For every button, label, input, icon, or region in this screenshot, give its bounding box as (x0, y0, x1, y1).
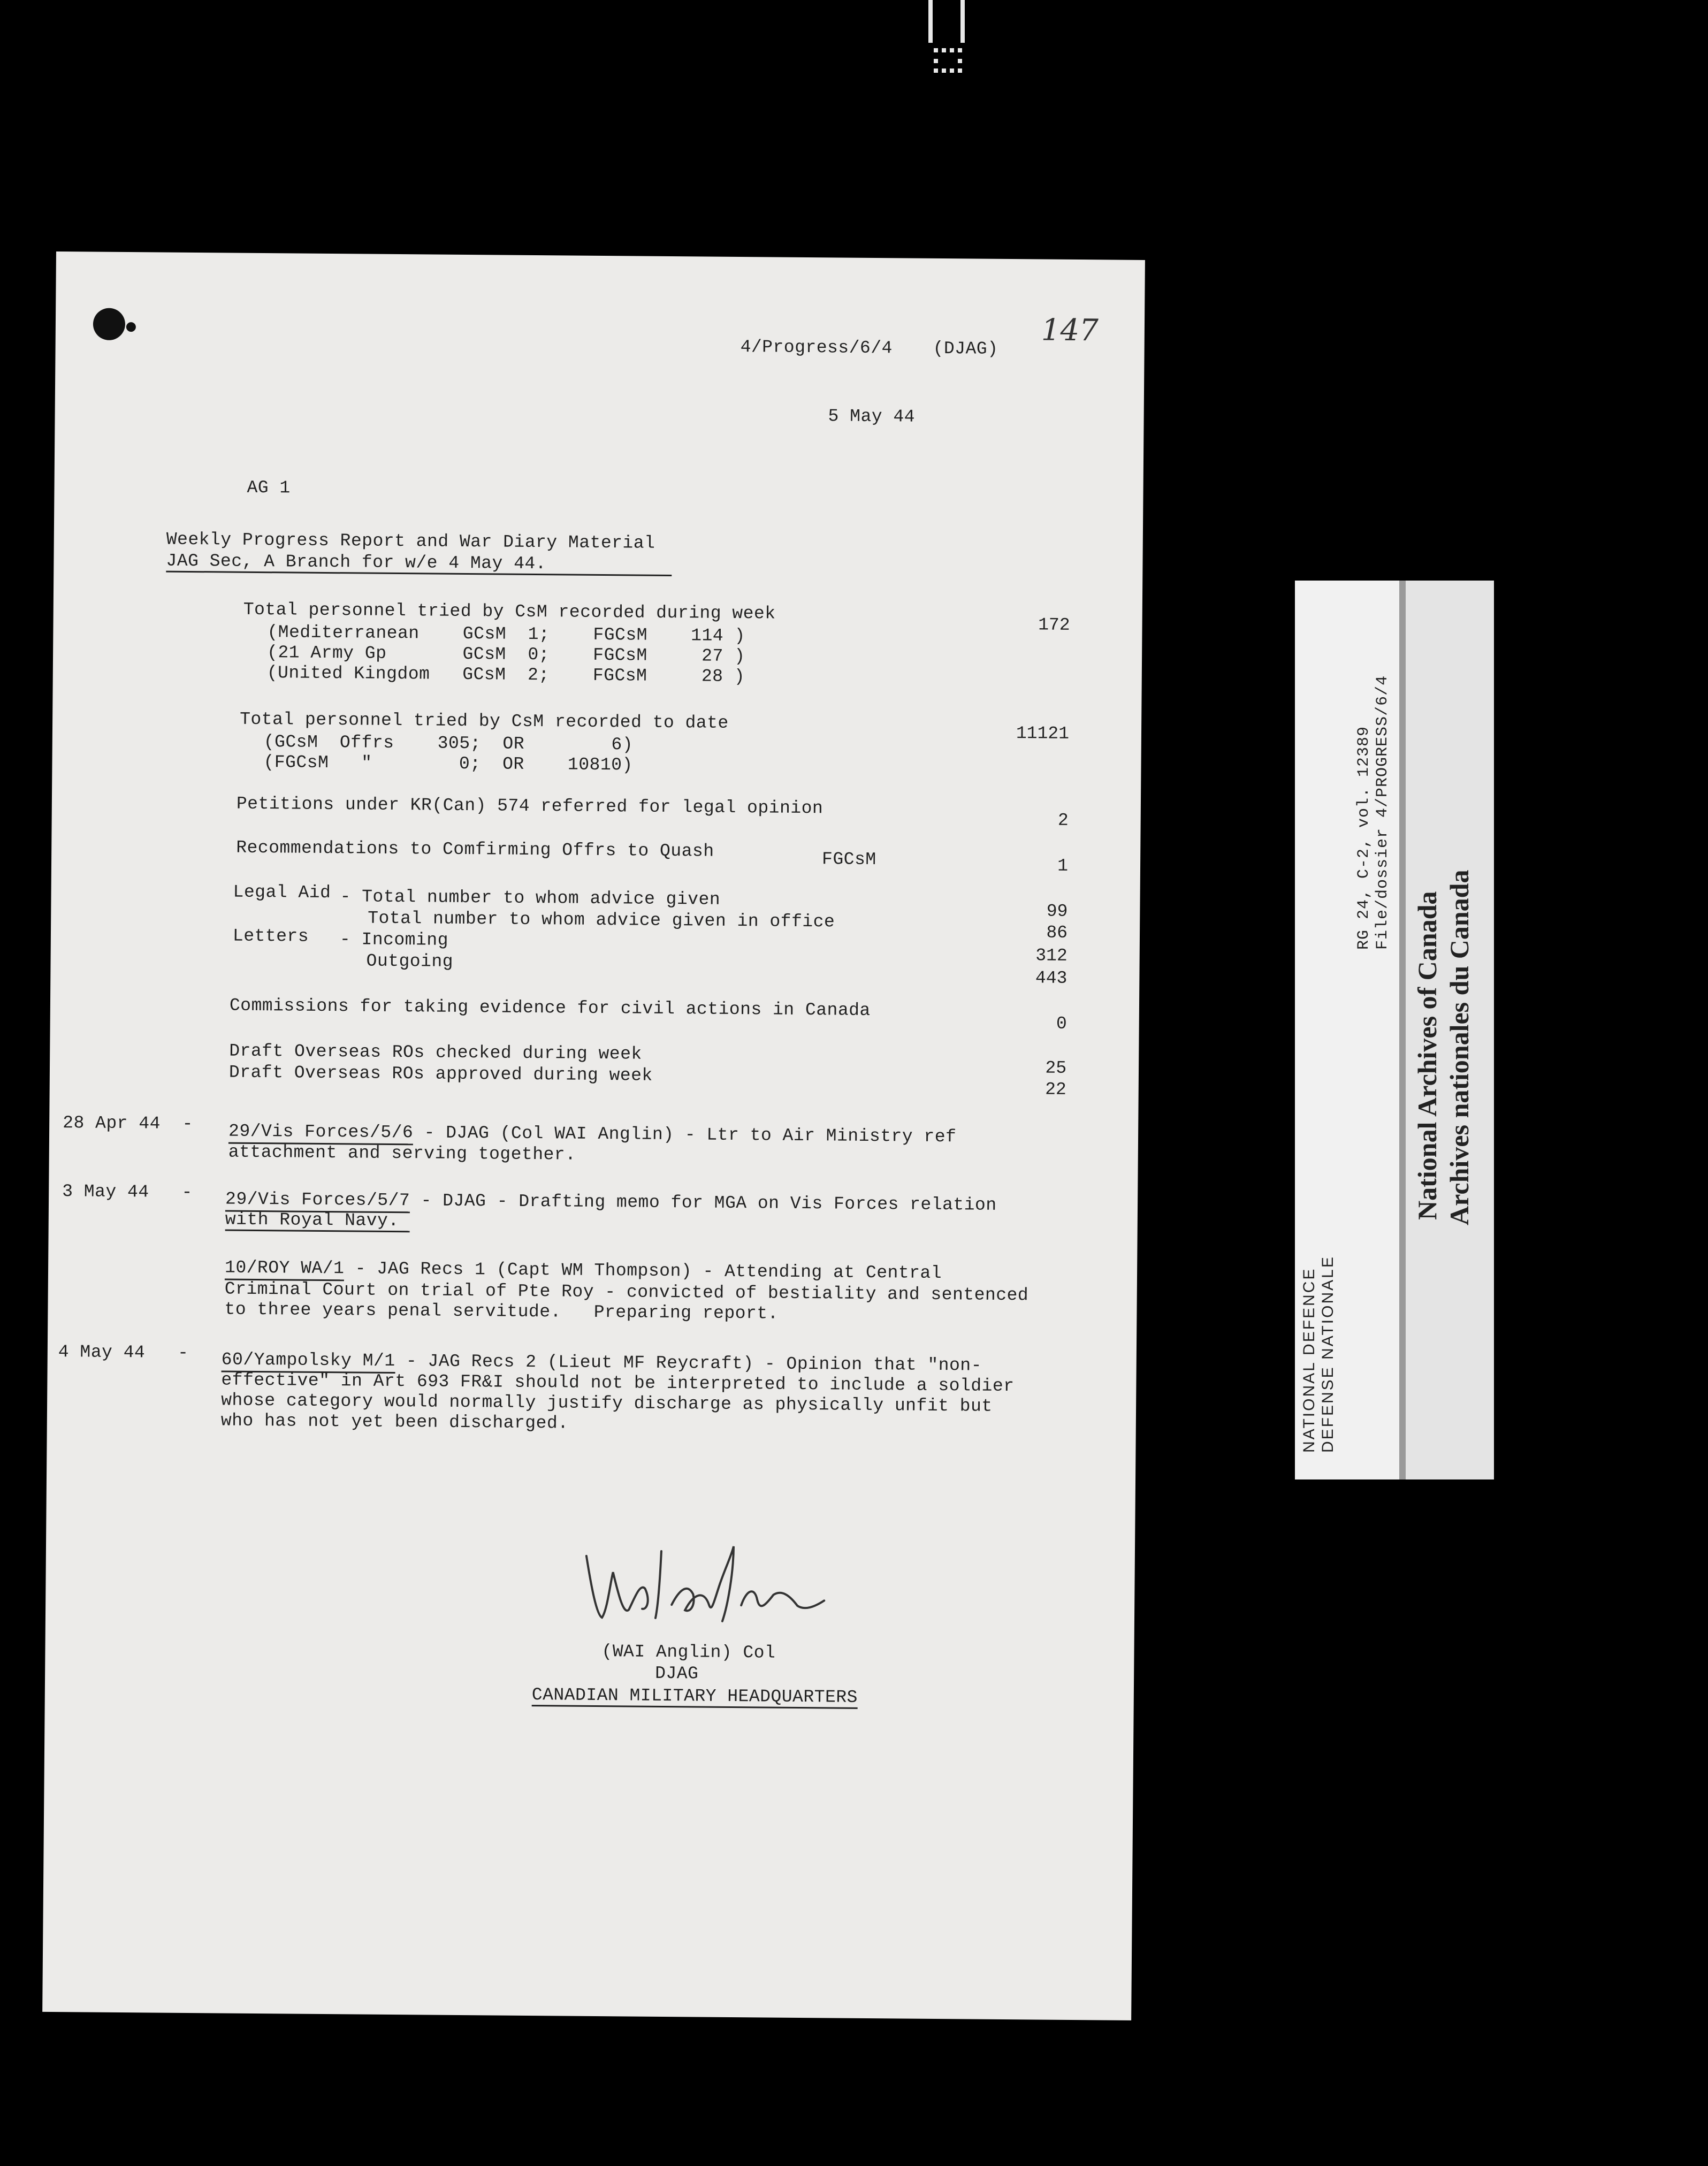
letters-outgoing: Outgoing (366, 951, 454, 972)
entry-line1: - JAG Recs 1 (Capt WM Thompson) - Attending at Central (344, 1259, 942, 1284)
ros-checked-value: 25 (1045, 1058, 1067, 1078)
archives-name-en: National Archives of Canada (1412, 891, 1442, 1220)
letters-incoming: - Incoming (339, 929, 449, 950)
commissions-label: Commissions for taking evidence for civil actions in Canada (229, 995, 871, 1020)
entry-line2: effective" in Art 693 FR&I should not be interpreted to include a soldier (221, 1370, 1015, 1397)
week-total-label: Total personnel tried by CsM recorded during week (243, 599, 776, 624)
archive-label-divider (1399, 581, 1406, 1479)
entry-line2: Criminal Court on trial of Pte Roy - convicted of bestiality and sentenced (224, 1279, 1029, 1306)
entry-text (228, 1123, 957, 1146)
addressee: AG 1 (247, 477, 291, 498)
petitions-value: 2 (1057, 810, 1069, 830)
legal-aid-advice-value: 99 (1046, 901, 1068, 921)
document-page (42, 251, 1145, 2020)
file-reference: 4/Progress/6/4 (740, 337, 893, 359)
entry-line3: whose category would normally justify discharge as physically unfit but (221, 1390, 993, 1416)
entry-line2: attachment and serving together. (228, 1142, 576, 1165)
date-total-value: 11121 (1016, 723, 1070, 744)
punch-hole (93, 308, 125, 340)
archives-name-fr: Archives nationales du Canada (1444, 870, 1474, 1225)
recommendations-label: Recommendations to Comfirming Offrs to Quash (236, 837, 714, 861)
microfilm-frame-marks (928, 0, 966, 75)
entry-file-ref: 60/Yampolsky M/1 (222, 1349, 395, 1374)
department-fr: DEFENSE NATIONALE (1319, 1255, 1337, 1453)
document-date: 5 May 44 (828, 406, 916, 427)
ros-approved-label: Draft Overseas ROs approved during week (228, 1062, 653, 1086)
office-code: (DJAG) (933, 338, 998, 359)
signatory-organization: CANADIAN MILITARY HEADQUARTERS (532, 1686, 858, 1709)
week-total-value: 172 (1038, 615, 1070, 635)
week-breakdown-row: (United Kingdom GCsM 2; FGCsM 28 ) (266, 663, 745, 687)
entry-file-ref: 29/Vis Forces/5/7 (225, 1189, 410, 1214)
entry-line1: - JAG Recs 2 (Lieut MF Reycraft) - Opinion that "non- (395, 1351, 982, 1376)
legal-aid-office: Total number to whom advice given in office (368, 908, 835, 932)
entry-file-ref: 29/Vis Forces/5/6 (228, 1122, 413, 1146)
department-en: NATIONAL DEFENCE (1300, 1267, 1318, 1453)
entry-date: 3 May 44 - (62, 1181, 193, 1203)
legal-aid-office-value: 86 (1046, 922, 1068, 943)
handwritten-signature (581, 1524, 828, 1633)
archive-file-reference: File/dossier 4/PROGRESS/6/4 (1374, 675, 1392, 950)
recommendations-court: FGCsM (821, 849, 876, 870)
letters-outgoing-value: 443 (1035, 968, 1068, 988)
entry-line2: with Royal Navy. (225, 1211, 410, 1233)
entry-line3: to three years penal servitude. Preparing report. (224, 1299, 779, 1324)
entry-date: 4 May 44 - (58, 1342, 189, 1363)
week-breakdown-row: (Mediterranean GCsM 1; FGCsM 114 ) (267, 622, 745, 646)
week-breakdown-row: (21 Army Gp GCsM 0; FGCsM 27 ) (266, 643, 745, 667)
commissions-value: 0 (1056, 1013, 1067, 1034)
entry-line1: - DJAG (Col WAI Anglin) - Ltr to Air Ministry ref (413, 1123, 957, 1147)
entry-date: 28 Apr 44 - (63, 1113, 193, 1134)
entry-text (225, 1259, 942, 1283)
legal-aid-label: Legal Aid (233, 882, 331, 903)
archive-reference: RG 24, C-2, vol. 12389 (1355, 726, 1373, 950)
signatory-name: (WAI Anglin) Col (601, 1642, 776, 1663)
entry-file-ref: 10/ROY WA/1 (225, 1258, 345, 1282)
letters-label: Letters (232, 926, 309, 947)
date-breakdown-row: (FGCsM " 0; OR 10810) (263, 752, 633, 775)
date-breakdown-row: (GCsM Offrs 305; OR 6) (263, 732, 634, 755)
ros-checked-label: Draft Overseas ROs checked during week (229, 1041, 642, 1064)
report-title: Weekly Progress Report and War Diary Material (166, 529, 655, 553)
legal-aid-advice: - Total number to whom advice given (340, 887, 721, 910)
signatory-role: DJAG (655, 1663, 699, 1684)
ros-approved-value: 22 (1045, 1079, 1066, 1100)
petitions-label: Petitions under KR(Can) 574 referred for legal opinion (236, 794, 824, 819)
letters-incoming-value: 312 (1035, 945, 1068, 966)
folio-number: 147 (1041, 312, 1099, 348)
archive-label (1295, 581, 1494, 1479)
entry-line4: who has not yet been discharged. (220, 1410, 569, 1433)
date-total-label: Total personnel tried by CsM recorded to date (239, 709, 729, 733)
entry-line1: - DJAG - Drafting memo for MGA on Vis Forces relation (410, 1191, 997, 1215)
report-subtitle: JAG Sec, A Branch for w/e 4 May 44. (166, 552, 672, 576)
recommendations-value: 1 (1057, 856, 1069, 876)
